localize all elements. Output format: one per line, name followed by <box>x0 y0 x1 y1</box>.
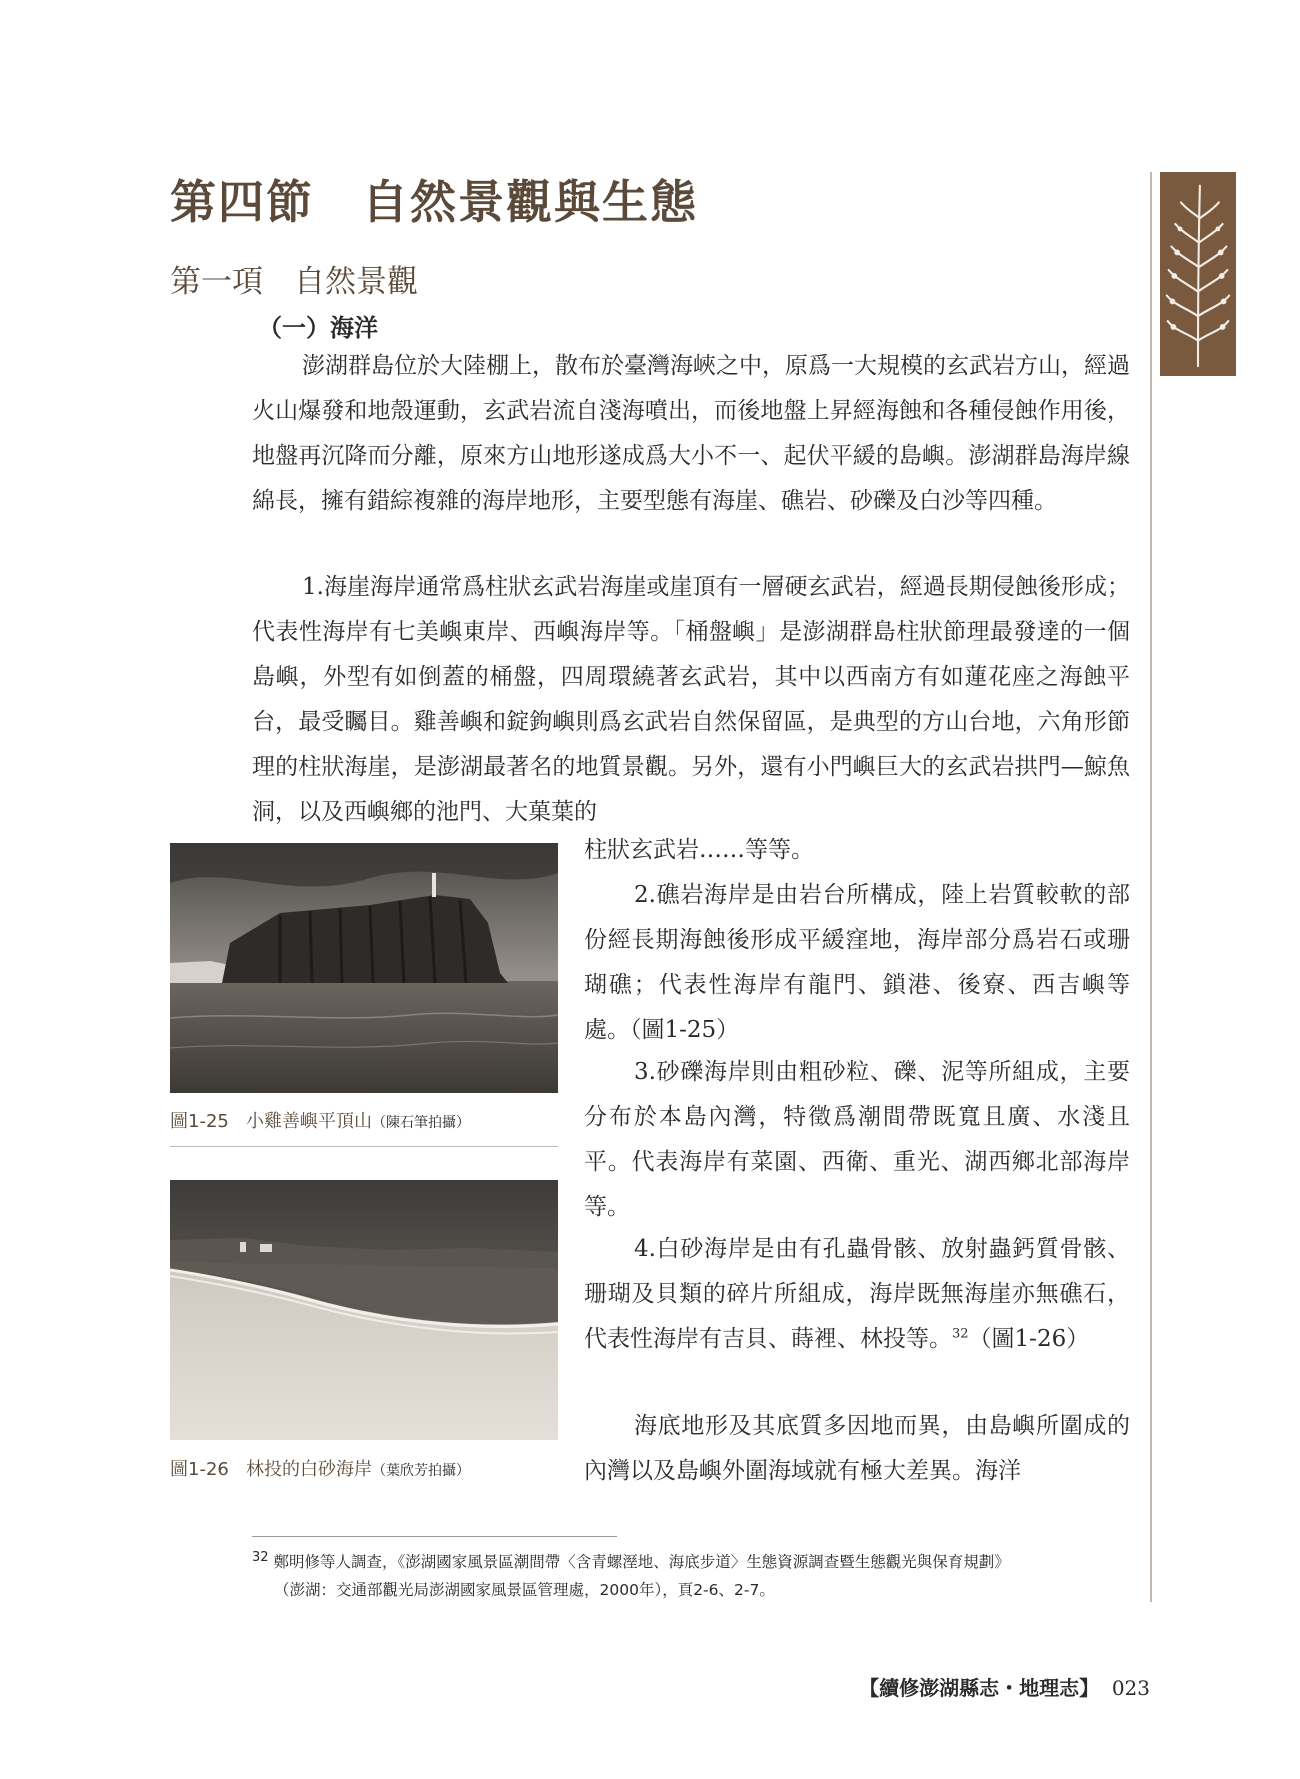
paragraph-gravel-coast: 3.砂礫海岸則由粗砂粒、礫、泥等所組成，主要分布於本島內灣，特徵爲潮間帶既寬且廣、水淺且平。代表海岸有菜園、西衛、重光、湖西鄉北部海岸等。 <box>584 1059 1130 1220</box>
book-title: 【續修澎湖縣志・地理志】 <box>859 1676 1100 1700</box>
footnote-number: 32 <box>252 1549 269 1565</box>
caption-divider <box>170 1146 558 1147</box>
footnote-divider <box>252 1536 617 1537</box>
subsection-title: （一）海洋 <box>258 313 378 342</box>
chapter-title: 第四節 自然景觀與生態 <box>170 175 698 229</box>
figure-title: 小雞善嶼平頂山 <box>246 1111 373 1132</box>
photo-white-sand-beach <box>170 1180 558 1440</box>
footnote-line-2: （澎湖：交通部觀光局澎湖國家風景區管理處，2000年），頁2-6、2-7。 <box>274 1581 775 1599</box>
paragraph-sea-cliff: 1.海崖海岸通常爲柱狀玄武岩海崖或崖頂有一層硬玄武岩，經過長期侵蝕後形成；代表性海岸有七美嶼東岸、西嶼海岸等。「桶盤嶼」是澎湖群島柱狀節理最發達的一個島嶼，外型有如倒蓋的桶盤，四周環繞著玄武岩，其中以西南方有如蓮花座之海蝕平台，最受矚目。雞善嶼和錠鉤嶼則爲玄武岩自然保留區，是典型的方山台地，六角形節理的柱狀海崖，是澎湖最著名的地質景觀。另外，還有小門嶼巨大的玄武岩拱門—鯨魚洞，以及西嶼鄉的池門、大菓葉的 <box>252 574 1130 825</box>
margin-rule <box>1150 172 1152 1602</box>
figure-caption-1-26 <box>170 1455 470 1481</box>
figure-number: 圖1-26 <box>170 1459 229 1480</box>
paragraph-seabed: 海底地形及其底質多因地而異，由島嶼所圍成的內灣以及島嶼外圍海域就有極大差異。海洋 <box>584 1413 1130 1484</box>
paragraph-reef-coast: 2.礁岩海岸是由岩台所構成，陸上岩質較軟的部份經長期海蝕後形成平緩窪地，海岸部分爲岩石或珊瑚礁；代表性海岸有龍門、鎖港、後寮、西吉嶼等處。（圖1-25） <box>584 882 1130 1043</box>
page-number: 023 <box>1111 1676 1150 1700</box>
footnote-marker: 32 <box>952 1326 969 1342</box>
figure-title: 林投的白砂海岸 <box>246 1459 373 1480</box>
figure-reference: （圖1-26） <box>968 1326 1090 1352</box>
running-footer <box>859 1672 1150 1701</box>
paragraph-sea-cliff-continued: 柱狀玄武岩……等等。 <box>584 837 814 863</box>
paragraph-white-sand-coast <box>584 1227 1130 1362</box>
footnote-line-1: 鄭明修等人調查，《澎湖國家風景區潮間帶〈含青螺溼地、海底步道〉生態資源調查暨生態觀光與保育規劃》 <box>273 1553 1010 1571</box>
photo-mesa-island <box>170 843 558 1093</box>
photo-credit: （陳石筆拍攝） <box>372 1115 471 1131</box>
figure-number: 圖1-25 <box>170 1111 229 1132</box>
footnote <box>252 1548 1132 1604</box>
figure-caption-1-25 <box>170 1107 470 1133</box>
photo-credit: （葉欣芳拍攝） <box>372 1463 471 1479</box>
fern-ornament-icon <box>1160 172 1236 376</box>
paragraph-text: 4.白砂海岸是由有孔蟲骨骸、放射蟲鈣質骨骸、珊瑚及貝類的碎片所組成，海岸既無海崖亦無礁石，代表性海岸有吉貝、蒔裡、林投等。 <box>584 1236 1130 1352</box>
section-title: 第一項 自然景觀 <box>170 264 418 300</box>
paragraph-intro: 澎湖群島位於大陸棚上，散布於臺灣海峽之中，原爲一大規模的玄武岩方山，經過火山爆發和地殼運動，玄武岩流自淺海噴出，而後地盤上昇經海蝕和各種侵蝕作用後，地盤再沉降而分離，原來方山地形遂成爲大小不一、起伏平緩的島嶼。澎湖群島海岸線綿長，擁有錯綜複雜的海岸地形，主要型態有海崖、礁岩、砂礫及白沙等四種。 <box>252 353 1130 514</box>
